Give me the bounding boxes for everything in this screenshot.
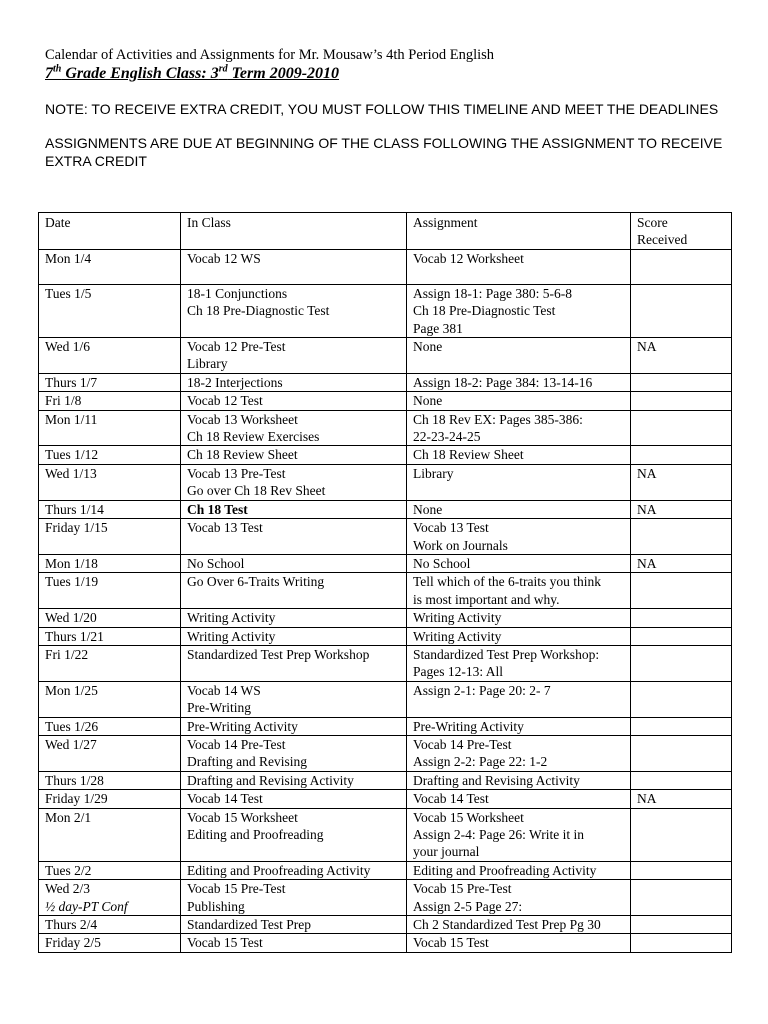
cell-date (39, 446, 181, 464)
cell-date (39, 609, 181, 627)
table-row (39, 808, 732, 861)
cell-assignment-line: Vocab 14 Pre-Test (413, 736, 512, 752)
cell-inclass (181, 880, 407, 916)
cell-assignment-line: Vocab 12 Worksheet (413, 250, 524, 266)
cell-score: NA (631, 790, 732, 808)
cell-inclass-line: Standardized Test Prep (187, 917, 312, 933)
document-header (45, 46, 735, 170)
cell-inclass-line: Drafting and Revising Activity (187, 772, 354, 788)
schedule-table (38, 212, 732, 953)
cell-date-line: Fri 1/8 (45, 393, 82, 409)
cell-inclass (181, 735, 407, 771)
table-header-row (39, 213, 732, 250)
cell-score (631, 373, 732, 391)
cell-assignment (407, 880, 631, 916)
cell-inclass-line: Ch 18 Review Exercises (187, 429, 320, 445)
header-date: Date (39, 213, 181, 250)
cell-score: NA (631, 554, 732, 572)
cell-inclass (181, 519, 407, 555)
cell-date (39, 284, 181, 337)
cell-date-line: Mon 1/4 (45, 250, 92, 266)
cell-assignment (407, 392, 631, 410)
cell-date-line: Wed 1/13 (45, 465, 97, 481)
cell-date-line: Mon 2/1 (45, 809, 92, 825)
cell-assignment-line: Assign 2-2: Page 22: 1-2 (413, 754, 548, 770)
cell-assignment-line: 22-23-24-25 (413, 429, 481, 445)
cell-date-line: Mon 1/11 (45, 411, 98, 427)
cell-inclass-line: Vocab 12 WS (187, 250, 261, 266)
cell-assignment-line: Vocab 15 Test (413, 935, 489, 951)
cell-score (631, 410, 732, 446)
cell-date (39, 627, 181, 645)
cell-date-line: Wed 1/20 (45, 610, 97, 626)
cell-date-line: Tues 2/2 (45, 862, 92, 878)
cell-assignment (407, 934, 631, 952)
cell-assignment-line: is most important and why. (413, 591, 560, 607)
cell-inclass-line: Publishing (187, 898, 245, 914)
cell-assignment-line: None (413, 501, 443, 517)
cell-date-line: Thurs 1/14 (45, 501, 104, 517)
cell-assignment-line: Ch 18 Review Sheet (413, 447, 524, 463)
cell-score: NA (631, 338, 732, 374)
cell-assignment (407, 573, 631, 609)
cell-date-line: Mon 1/18 (45, 555, 98, 571)
cell-score (631, 934, 732, 952)
cell-inclass-line: Editing and Proofreading Activity (187, 862, 371, 878)
cell-score (631, 392, 732, 410)
cell-inclass (181, 500, 407, 518)
cell-assignment (407, 681, 631, 717)
calendar-heading: Calendar of Activities and Assignments for Mr. Mousaw’s 4th Period English (45, 47, 495, 63)
cell-inclass (181, 627, 407, 645)
cell-assignment-line: None (413, 393, 443, 409)
cell-date-line: Friday 2/5 (45, 935, 101, 951)
header-inclass: In Class (181, 213, 407, 250)
cell-score (631, 573, 732, 609)
cell-assignment (407, 771, 631, 789)
cell-score (631, 717, 732, 735)
cell-inclass-line: Pre-Writing Activity (187, 718, 298, 734)
cell-assignment (407, 808, 631, 861)
cell-score (631, 880, 732, 916)
table-row (39, 627, 732, 645)
cell-score (631, 771, 732, 789)
cell-inclass-line: Standardized Test Prep Workshop (187, 646, 370, 662)
cell-date (39, 464, 181, 500)
cell-assignment (407, 446, 631, 464)
cell-inclass-line: Vocab 12 Pre-Test (187, 339, 286, 355)
cell-score (631, 861, 732, 879)
table-row (39, 790, 732, 808)
cell-date (39, 808, 181, 861)
cell-assignment-line: Assign 2-4: Page 26: Write it in (413, 827, 584, 842)
cell-inclass-line: Writing Activity (187, 628, 276, 644)
cell-assignment (407, 410, 631, 446)
title-grade: 7 (45, 65, 53, 82)
title-mid: Grade English Class: 3 (61, 65, 219, 82)
cell-inclass-line: Vocab 15 Pre-Test (187, 881, 286, 897)
cell-assignment-line: Pages 12-13: All (413, 664, 503, 680)
cell-inclass-line: 18-2 Interjections (187, 374, 283, 390)
header-score-line1: Score (637, 215, 668, 230)
table-row (39, 519, 732, 555)
cell-assignment (407, 861, 631, 879)
cell-date-line: Mon 1/25 (45, 682, 98, 698)
cell-assignment (407, 373, 631, 391)
cell-assignment (407, 284, 631, 337)
cell-score (631, 681, 732, 717)
cell-inclass-line: Vocab 13 Pre-Test (187, 465, 286, 481)
cell-assignment (407, 645, 631, 681)
cell-date (39, 554, 181, 572)
cell-inclass-line: Vocab 14 Test (187, 791, 263, 807)
table-row (39, 338, 732, 374)
cell-inclass-line: Drafting and Revising (187, 754, 307, 770)
cell-inclass-line: Go Over 6-Traits Writing (187, 574, 325, 590)
cell-assignment (407, 916, 631, 934)
table-row (39, 284, 732, 337)
cell-score (631, 916, 732, 934)
cell-inclass-line: 18-1 Conjunctions (187, 285, 288, 301)
cell-score: NA (631, 464, 732, 500)
extra-credit-note: NOTE: TO RECEIVE EXTRA CREDIT, YOU MUST FOLLOW THIS TIMELINE AND MEET THE DEADLINES (45, 101, 719, 117)
cell-assignment-line: Assign 18-1: Page 380: 5-6-8 (413, 285, 572, 301)
cell-score (631, 627, 732, 645)
cell-assignment (407, 790, 631, 808)
cell-assignment-line: Pre-Writing Activity (413, 718, 524, 734)
table-row (39, 880, 732, 916)
cell-assignment-line: Work on Journals (413, 537, 508, 553)
cell-inclass-line: Vocab 15 Test (187, 935, 263, 951)
cell-date-line: Friday 1/15 (45, 520, 108, 536)
cell-date-line: Thurs 1/28 (45, 772, 104, 788)
cell-date-line: Friday 1/29 (45, 791, 108, 807)
table-row (39, 645, 732, 681)
cell-date (39, 519, 181, 555)
cell-assignment-line: Writing Activity (413, 628, 502, 644)
table-row (39, 681, 732, 717)
cell-assignment-line: Assign 2-1: Page 20: 2- 7 (413, 682, 551, 698)
cell-date (39, 373, 181, 391)
cell-assignment (407, 717, 631, 735)
cell-inclass (181, 681, 407, 717)
cell-date-line: Wed 1/6 (45, 339, 91, 355)
cell-assignment-line: Ch 2 Standardized Test Prep Pg 30 (413, 917, 601, 933)
cell-date-line: Thurs 2/4 (45, 917, 98, 933)
cell-score (631, 284, 732, 337)
cell-inclass (181, 464, 407, 500)
table-row (39, 410, 732, 446)
cell-assignment-line: Drafting and Revising Activity (413, 772, 580, 788)
cell-inclass-line: Vocab 12 Test (187, 393, 263, 409)
cell-assignment-line: Vocab 13 Test (413, 520, 489, 536)
header-score-line2: Received (637, 232, 688, 248)
cell-inclass (181, 373, 407, 391)
cell-assignment (407, 627, 631, 645)
table-row (39, 446, 732, 464)
cell-assignment-line: Tell which of the 6-traits you think (413, 574, 602, 590)
cell-score (631, 249, 732, 284)
cell-assignment (407, 249, 631, 284)
cell-date-line: ½ day-PT Conf (45, 898, 128, 914)
cell-score (631, 735, 732, 771)
cell-inclass (181, 392, 407, 410)
cell-score: NA (631, 500, 732, 518)
cell-date (39, 934, 181, 952)
cell-inclass (181, 934, 407, 952)
cell-score (631, 519, 732, 555)
cell-inclass (181, 410, 407, 446)
cell-inclass (181, 916, 407, 934)
table-row (39, 934, 732, 952)
cell-date-line: Fri 1/22 (45, 646, 89, 662)
cell-date (39, 861, 181, 879)
cell-date (39, 916, 181, 934)
cell-date (39, 735, 181, 771)
cell-date (39, 338, 181, 374)
cell-inclass-line: Vocab 14 Pre-Test (187, 736, 286, 752)
cell-assignment-line: No School (413, 555, 471, 571)
cell-inclass-line: Writing Activity (187, 610, 276, 626)
cell-assignment (407, 519, 631, 555)
cell-date (39, 717, 181, 735)
cell-score (631, 645, 732, 681)
table-row (39, 735, 732, 771)
cell-assignment-line: Ch 18 Rev EX: Pages 385-386: (413, 411, 583, 427)
cell-inclass (181, 645, 407, 681)
cell-inclass-line: No School (187, 555, 245, 571)
cell-inclass (181, 609, 407, 627)
cell-inclass (181, 808, 407, 861)
table-row (39, 464, 732, 500)
cell-date (39, 410, 181, 446)
cell-assignment-line: Page 381 (413, 320, 463, 336)
title-end: Term 2009-2010 (227, 65, 340, 82)
table-row (39, 573, 732, 609)
cell-inclass-line: Vocab 13 Worksheet (187, 411, 298, 427)
cell-inclass (181, 861, 407, 879)
cell-score (631, 446, 732, 464)
table-row (39, 861, 732, 879)
cell-date-line: Wed 1/27 (45, 736, 97, 752)
header-score (631, 213, 732, 250)
cell-date (39, 249, 181, 284)
cell-date (39, 500, 181, 518)
cell-assignment (407, 735, 631, 771)
cell-inclass-line: Ch 18 Pre-Diagnostic Test (187, 303, 330, 319)
cell-assignment (407, 338, 631, 374)
cell-inclass (181, 338, 407, 374)
cell-assignment-line: your journal (413, 844, 480, 860)
cell-inclass (181, 573, 407, 609)
cell-date (39, 771, 181, 789)
cell-date-line: Tues 1/26 (45, 718, 99, 734)
cell-inclass-line: Ch 18 Test (187, 501, 248, 517)
cell-assignment-line: Assign 18-2: Page 384: 13-14-16 (413, 374, 593, 390)
cell-date-line: Wed 2/3 (45, 881, 91, 897)
cell-inclass-line: Vocab 15 Worksheet (187, 809, 298, 825)
cell-assignment-line: Vocab 15 Pre-Test (413, 881, 512, 897)
cell-assignment-line: Vocab 14 Test (413, 791, 489, 807)
cell-assignment-line: Assign 2-5 Page 27: (413, 898, 523, 914)
cell-date-line: Thurs 1/7 (45, 374, 98, 390)
cell-date (39, 392, 181, 410)
due-note: ASSIGNMENTS ARE DUE AT BEGINNING OF THE CLASS FOLLOWING THE ASSIGNMENT TO RECEIVE EXTRA CREDIT (45, 135, 723, 169)
cell-inclass (181, 771, 407, 789)
table-row (39, 609, 732, 627)
table-row (39, 916, 732, 934)
cell-assignment (407, 609, 631, 627)
cell-date (39, 790, 181, 808)
cell-inclass-line: Vocab 13 Test (187, 520, 263, 536)
cell-inclass (181, 554, 407, 572)
cell-assignment-line: Library (413, 465, 454, 481)
cell-inclass-line: Editing and Proofreading (187, 827, 324, 842)
cell-date-line: Tues 1/19 (45, 574, 99, 590)
cell-inclass-line: Library (187, 356, 228, 372)
cell-inclass (181, 446, 407, 464)
cell-inclass (181, 717, 407, 735)
header-assignment: Assignment (407, 213, 631, 250)
cell-date (39, 880, 181, 916)
cell-assignment-line: None (413, 339, 443, 355)
cell-score (631, 808, 732, 861)
cell-inclass-line: Pre-Writing (187, 700, 251, 716)
table-row (39, 392, 732, 410)
title-term-sup: rd (218, 63, 228, 75)
cell-date (39, 645, 181, 681)
cell-assignment-line: Ch 18 Pre-Diagnostic Test (413, 303, 556, 319)
cell-date (39, 573, 181, 609)
cell-date-line: Thurs 1/21 (45, 628, 104, 644)
cell-assignment (407, 554, 631, 572)
cell-assignment-line: Vocab 15 Worksheet (413, 809, 524, 825)
class-title (45, 64, 735, 84)
cell-date-line: Tues 1/12 (45, 447, 99, 463)
table-row (39, 373, 732, 391)
cell-assignment-line: Editing and Proofreading Activity (413, 862, 597, 878)
cell-inclass-line: Ch 18 Review Sheet (187, 447, 298, 463)
cell-score (631, 609, 732, 627)
cell-assignment-line: Standardized Test Prep Workshop: (413, 646, 600, 662)
cell-assignment (407, 464, 631, 500)
cell-inclass-line: Go over Ch 18 Rev Sheet (187, 483, 326, 499)
cell-date-line: Tues 1/5 (45, 285, 92, 301)
table-row (39, 554, 732, 572)
cell-inclass (181, 790, 407, 808)
cell-assignment (407, 500, 631, 518)
table-row (39, 249, 732, 284)
table-row (39, 771, 732, 789)
cell-date (39, 681, 181, 717)
cell-assignment-line: Writing Activity (413, 610, 502, 626)
table-row (39, 717, 732, 735)
cell-inclass (181, 249, 407, 284)
table-row (39, 500, 732, 518)
cell-inclass (181, 284, 407, 337)
title-grade-sup: th (53, 63, 62, 75)
cell-inclass-line: Vocab 14 WS (187, 682, 261, 698)
